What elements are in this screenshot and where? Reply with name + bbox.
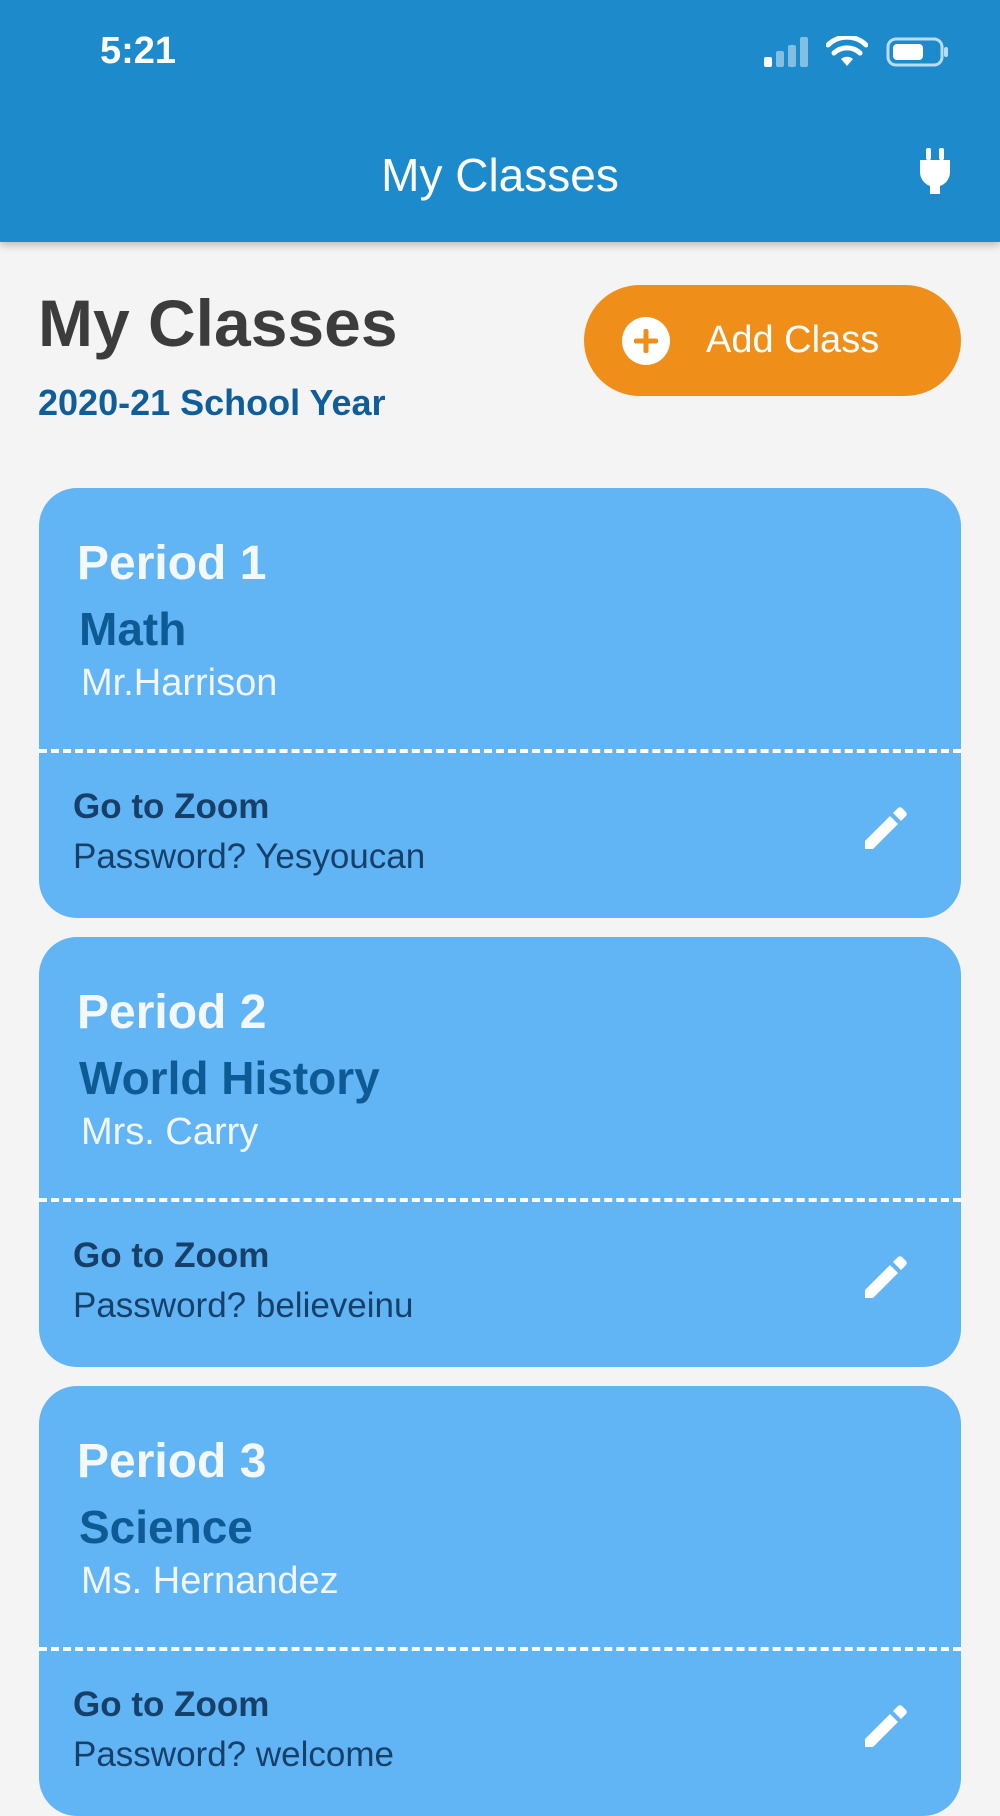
page-title: My Classes: [38, 286, 398, 360]
teacher-name: Ms. Hernandez: [81, 1560, 339, 1602]
period-label: Period 3: [77, 1435, 267, 1488]
plus-circle-icon: [622, 317, 670, 365]
edit-pencil-icon[interactable]: [861, 1252, 911, 1302]
class-card[interactable]: [39, 488, 961, 918]
teacher-name: Mrs. Carry: [81, 1111, 259, 1153]
class-card[interactable]: [39, 937, 961, 1367]
wifi-icon: [826, 36, 868, 68]
teacher-name: Mr.Harrison: [81, 662, 278, 704]
subject-name: Math: [79, 603, 187, 655]
period-label: Period 1: [77, 537, 267, 590]
battery-icon: [886, 36, 950, 68]
subject-name: Science: [79, 1501, 253, 1553]
zoom-password: Password? welcome: [73, 1735, 394, 1774]
status-icons: [764, 36, 950, 68]
zoom-password: Password? believeinu: [73, 1286, 414, 1325]
subject-name: World History: [79, 1052, 380, 1104]
add-class-button[interactable]: [584, 285, 961, 396]
page-header: [38, 286, 398, 424]
status-time: 5:21: [100, 30, 177, 72]
edit-pencil-icon[interactable]: [861, 803, 911, 853]
app-bar-title: My Classes: [381, 149, 619, 201]
cellular-signal-icon: [764, 37, 808, 67]
go-to-zoom-link[interactable]: Go to Zoom: [73, 787, 270, 826]
period-label: Period 2: [77, 986, 267, 1039]
zoom-password: Password? Yesyoucan: [73, 837, 426, 876]
go-to-zoom-link[interactable]: Go to Zoom: [73, 1685, 270, 1724]
edit-pencil-icon[interactable]: [861, 1701, 911, 1751]
class-card[interactable]: [39, 1386, 961, 1816]
school-year-subtitle: 2020-21 School Year: [38, 382, 386, 423]
add-class-label: Add Class: [706, 319, 880, 361]
app-bar: [0, 0, 1000, 242]
go-to-zoom-link[interactable]: Go to Zoom: [73, 1236, 270, 1275]
plug-icon[interactable]: [918, 148, 952, 196]
